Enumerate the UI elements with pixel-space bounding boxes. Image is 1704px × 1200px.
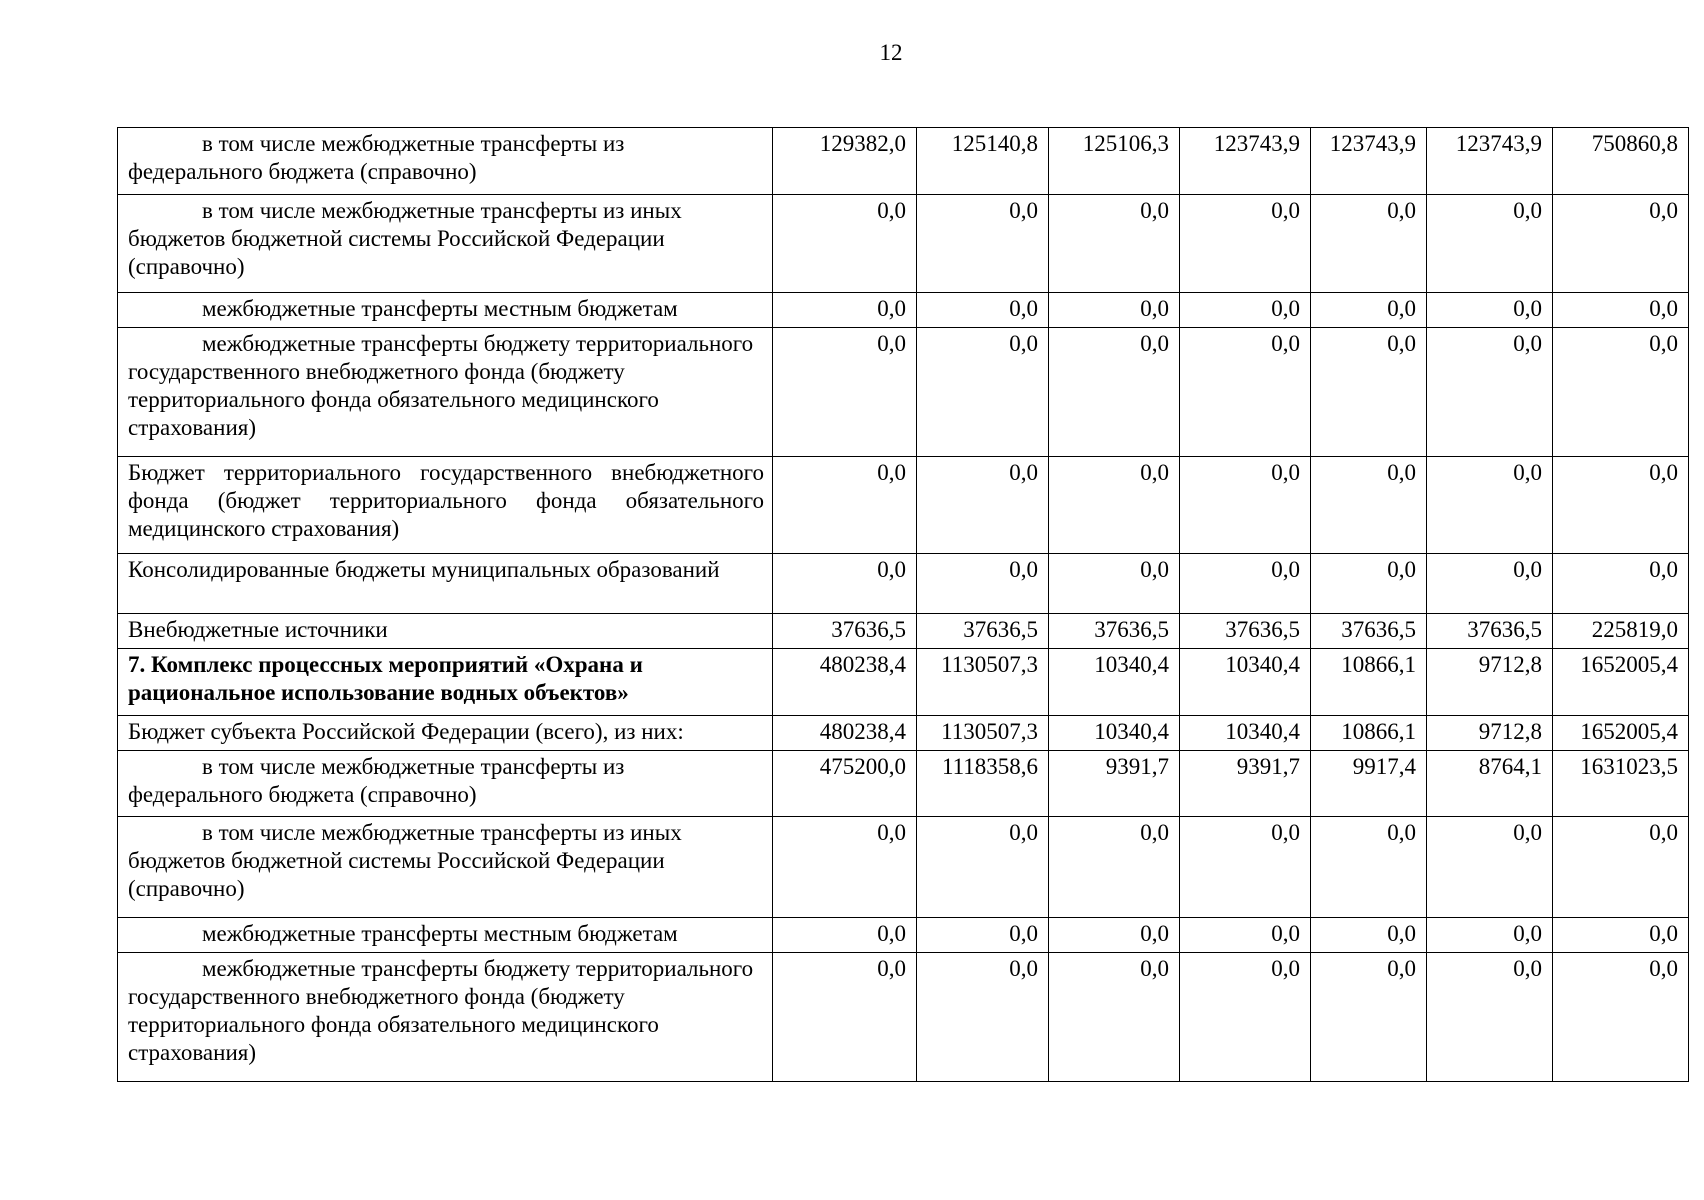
value-cell: 0,0 xyxy=(773,195,917,293)
value-cell: 129382,0 xyxy=(773,128,917,195)
value-cell: 0,0 xyxy=(773,457,917,554)
value-cell: 123743,9 xyxy=(1180,128,1311,195)
value-cell: 0,0 xyxy=(1180,554,1311,614)
section-heading: 7. Комплекс процессных мероприятий «Охрана и рациональное использование водных объектов» xyxy=(118,649,773,716)
total-cell: 0,0 xyxy=(1553,554,1689,614)
value-cell: 0,0 xyxy=(1311,195,1427,293)
value-cell: 0,0 xyxy=(1180,195,1311,293)
value-cell: 0,0 xyxy=(1311,293,1427,328)
table-row xyxy=(118,751,1689,817)
value-cell: 480238,4 xyxy=(773,716,917,751)
total-cell: 0,0 xyxy=(1553,195,1689,293)
value-cell: 37636,5 xyxy=(773,614,917,649)
total-cell: 0,0 xyxy=(1553,817,1689,918)
total-cell: 1631023,5 xyxy=(1553,751,1689,817)
value-cell: 0,0 xyxy=(917,457,1049,554)
row-label: Внебюджетные источники xyxy=(118,614,773,649)
value-cell: 0,0 xyxy=(1311,918,1427,953)
value-cell: 0,0 xyxy=(1311,953,1427,1082)
value-cell: 0,0 xyxy=(773,293,917,328)
value-cell: 1118358,6 xyxy=(917,751,1049,817)
value-cell: 37636,5 xyxy=(1311,614,1427,649)
row-label: в том числе межбюджетные трансферты из иных бюджетов бюджетной системы Российской Федерации (справочно) xyxy=(118,195,773,293)
value-cell: 0,0 xyxy=(917,817,1049,918)
total-cell: 1652005,4 xyxy=(1553,649,1689,716)
table-row xyxy=(118,328,1689,457)
value-cell: 0,0 xyxy=(1427,328,1553,457)
value-cell: 0,0 xyxy=(773,817,917,918)
value-cell: 0,0 xyxy=(1049,918,1180,953)
value-cell: 9391,7 xyxy=(1180,751,1311,817)
value-cell: 123743,9 xyxy=(1311,128,1427,195)
value-cell: 0,0 xyxy=(1180,328,1311,457)
row-label: Консолидированные бюджеты муниципальных образований xyxy=(118,554,773,614)
table-row xyxy=(118,554,1689,614)
value-cell: 0,0 xyxy=(1180,457,1311,554)
value-cell: 0,0 xyxy=(1180,918,1311,953)
table-row xyxy=(118,614,1689,649)
row-label: Бюджет территориального государственного внебюджетного фонда (бюджет территориального фонда обязательного медицинского страхования) xyxy=(118,457,773,554)
value-cell: 10866,1 xyxy=(1311,716,1427,751)
total-cell: 0,0 xyxy=(1553,953,1689,1082)
row-label: в том числе межбюджетные трансферты из федерального бюджета (справочно) xyxy=(118,751,773,817)
total-cell: 1652005,4 xyxy=(1553,716,1689,751)
value-cell: 0,0 xyxy=(917,195,1049,293)
row-label: межбюджетные трансферты местным бюджетам xyxy=(118,293,773,328)
value-cell: 0,0 xyxy=(1049,328,1180,457)
value-cell: 10340,4 xyxy=(1049,649,1180,716)
value-cell: 0,0 xyxy=(1049,293,1180,328)
value-cell: 0,0 xyxy=(1311,817,1427,918)
value-cell: 0,0 xyxy=(1049,817,1180,918)
value-cell: 0,0 xyxy=(917,918,1049,953)
value-cell: 0,0 xyxy=(1427,293,1553,328)
value-cell: 1130507,3 xyxy=(917,649,1049,716)
value-cell: 10866,1 xyxy=(1311,649,1427,716)
budget-table xyxy=(117,127,1689,1082)
page-number: 12 xyxy=(879,40,903,65)
table-row xyxy=(118,918,1689,953)
value-cell: 125140,8 xyxy=(917,128,1049,195)
total-cell: 225819,0 xyxy=(1553,614,1689,649)
value-cell: 0,0 xyxy=(1427,195,1553,293)
table-row xyxy=(118,953,1689,1082)
value-cell: 8764,1 xyxy=(1427,751,1553,817)
value-cell: 0,0 xyxy=(917,554,1049,614)
row-label: межбюджетные трансферты местным бюджетам xyxy=(118,918,773,953)
table-row xyxy=(118,195,1689,293)
value-cell: 37636,5 xyxy=(917,614,1049,649)
value-cell: 0,0 xyxy=(1311,554,1427,614)
value-cell: 0,0 xyxy=(1427,554,1553,614)
value-cell: 10340,4 xyxy=(1049,716,1180,751)
value-cell: 10340,4 xyxy=(1180,716,1311,751)
value-cell: 37636,5 xyxy=(1427,614,1553,649)
total-cell: 750860,8 xyxy=(1553,128,1689,195)
row-label: в том числе межбюджетные трансферты из иных бюджетов бюджетной системы Российской Федерации (справочно) xyxy=(118,817,773,918)
row-label: межбюджетные трансферты бюджету территориального государственного внебюджетного фонда (бюджету территориального фонда обязательного медицинского страхования) xyxy=(118,328,773,457)
value-cell: 0,0 xyxy=(1311,328,1427,457)
value-cell: 0,0 xyxy=(773,918,917,953)
value-cell: 0,0 xyxy=(1427,817,1553,918)
value-cell: 9391,7 xyxy=(1049,751,1180,817)
value-cell: 0,0 xyxy=(1049,457,1180,554)
table-row xyxy=(118,716,1689,751)
value-cell: 0,0 xyxy=(1049,554,1180,614)
value-cell: 0,0 xyxy=(1427,918,1553,953)
value-cell: 9712,8 xyxy=(1427,649,1553,716)
row-label: Бюджет субъекта Российской Федерации (всего), из них: xyxy=(118,716,773,751)
value-cell: 10340,4 xyxy=(1180,649,1311,716)
total-cell: 0,0 xyxy=(1553,328,1689,457)
value-cell: 37636,5 xyxy=(1180,614,1311,649)
value-cell: 125106,3 xyxy=(1049,128,1180,195)
value-cell: 0,0 xyxy=(773,953,917,1082)
value-cell: 37636,5 xyxy=(1049,614,1180,649)
table-row xyxy=(118,457,1689,554)
value-cell: 0,0 xyxy=(1311,457,1427,554)
table-row xyxy=(118,293,1689,328)
row-label: межбюджетные трансферты бюджету территориального государственного внебюджетного фонда (бюджету территориального фонда обязательного медицинского страхования) xyxy=(118,953,773,1082)
value-cell: 9712,8 xyxy=(1427,716,1553,751)
value-cell: 0,0 xyxy=(1180,817,1311,918)
value-cell: 0,0 xyxy=(1049,953,1180,1082)
value-cell: 1130507,3 xyxy=(917,716,1049,751)
value-cell: 9917,4 xyxy=(1311,751,1427,817)
table-row xyxy=(118,817,1689,918)
value-cell: 0,0 xyxy=(1049,195,1180,293)
value-cell: 0,0 xyxy=(773,554,917,614)
table-row xyxy=(118,649,1689,716)
total-cell: 0,0 xyxy=(1553,457,1689,554)
value-cell: 0,0 xyxy=(917,328,1049,457)
table-row xyxy=(118,128,1689,195)
value-cell: 480238,4 xyxy=(773,649,917,716)
row-label: в том числе межбюджетные трансферты из федерального бюджета (справочно) xyxy=(118,128,773,195)
value-cell: 0,0 xyxy=(1180,953,1311,1082)
total-cell: 0,0 xyxy=(1553,918,1689,953)
value-cell: 0,0 xyxy=(917,953,1049,1082)
value-cell: 0,0 xyxy=(1427,457,1553,554)
value-cell: 0,0 xyxy=(917,293,1049,328)
value-cell: 0,0 xyxy=(1427,953,1553,1082)
total-cell: 0,0 xyxy=(1553,293,1689,328)
value-cell: 0,0 xyxy=(1180,293,1311,328)
value-cell: 475200,0 xyxy=(773,751,917,817)
value-cell: 123743,9 xyxy=(1427,128,1553,195)
value-cell: 0,0 xyxy=(773,328,917,457)
